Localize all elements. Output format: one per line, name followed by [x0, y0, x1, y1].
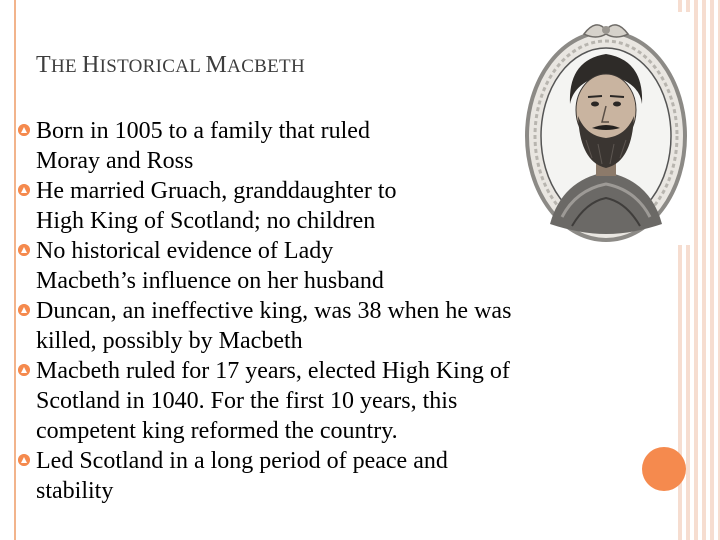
accent-circle: [642, 447, 686, 491]
bullet-item: [18, 116, 618, 176]
gear-bullet-icon: [18, 304, 30, 316]
title-lead-letter: T: [36, 52, 51, 78]
left-rule: [14, 0, 16, 540]
bullet-line: Led Scotland in a long period of peace and: [36, 448, 448, 474]
bullet-line: He married Gruach, granddaughter to: [36, 178, 397, 204]
bullet-line: competent king reformed the country.: [36, 418, 398, 444]
bullet-item: [18, 236, 618, 296]
bullet-line: Moray and Ross: [36, 148, 194, 174]
bullet-item: [18, 446, 618, 506]
gear-bullet-icon: [18, 124, 30, 136]
slide-title: [36, 50, 305, 82]
gear-bullet-icon: [18, 244, 30, 256]
title-lead-letter: H: [81, 52, 100, 78]
bullet-item: [18, 356, 618, 446]
title-lead-letter: M: [205, 52, 228, 78]
bullet-line: Macbeth’s influence on her husband: [36, 268, 384, 294]
gear-bullet-icon: [18, 364, 30, 376]
bullet-line: High King of Scotland; no children: [36, 208, 376, 234]
title-small-caps: HE: [50, 56, 82, 77]
bullet-line: Duncan, an ineffective king, was 38 when he was: [36, 298, 512, 324]
title-small-caps: ISTORICAL: [99, 56, 206, 77]
gear-bullet-icon: [18, 454, 30, 466]
bullet-item: [18, 296, 618, 356]
title-small-caps: ACBETH: [227, 56, 305, 77]
bullet-line: Scotland in 1040. For the first 10 years, this: [36, 388, 458, 414]
bullet-list: [18, 116, 618, 506]
bullet-line: stability: [36, 478, 114, 504]
bullet-line: Macbeth ruled for 17 years, elected High King of: [36, 358, 510, 384]
bullet-line: Born in 1005 to a family that ruled: [36, 118, 370, 144]
bullet-line: No historical evidence of Lady: [36, 238, 334, 264]
bullet-line: killed, possibly by Macbeth: [36, 328, 303, 354]
gear-bullet-icon: [18, 184, 30, 196]
bullet-item: [18, 176, 618, 236]
